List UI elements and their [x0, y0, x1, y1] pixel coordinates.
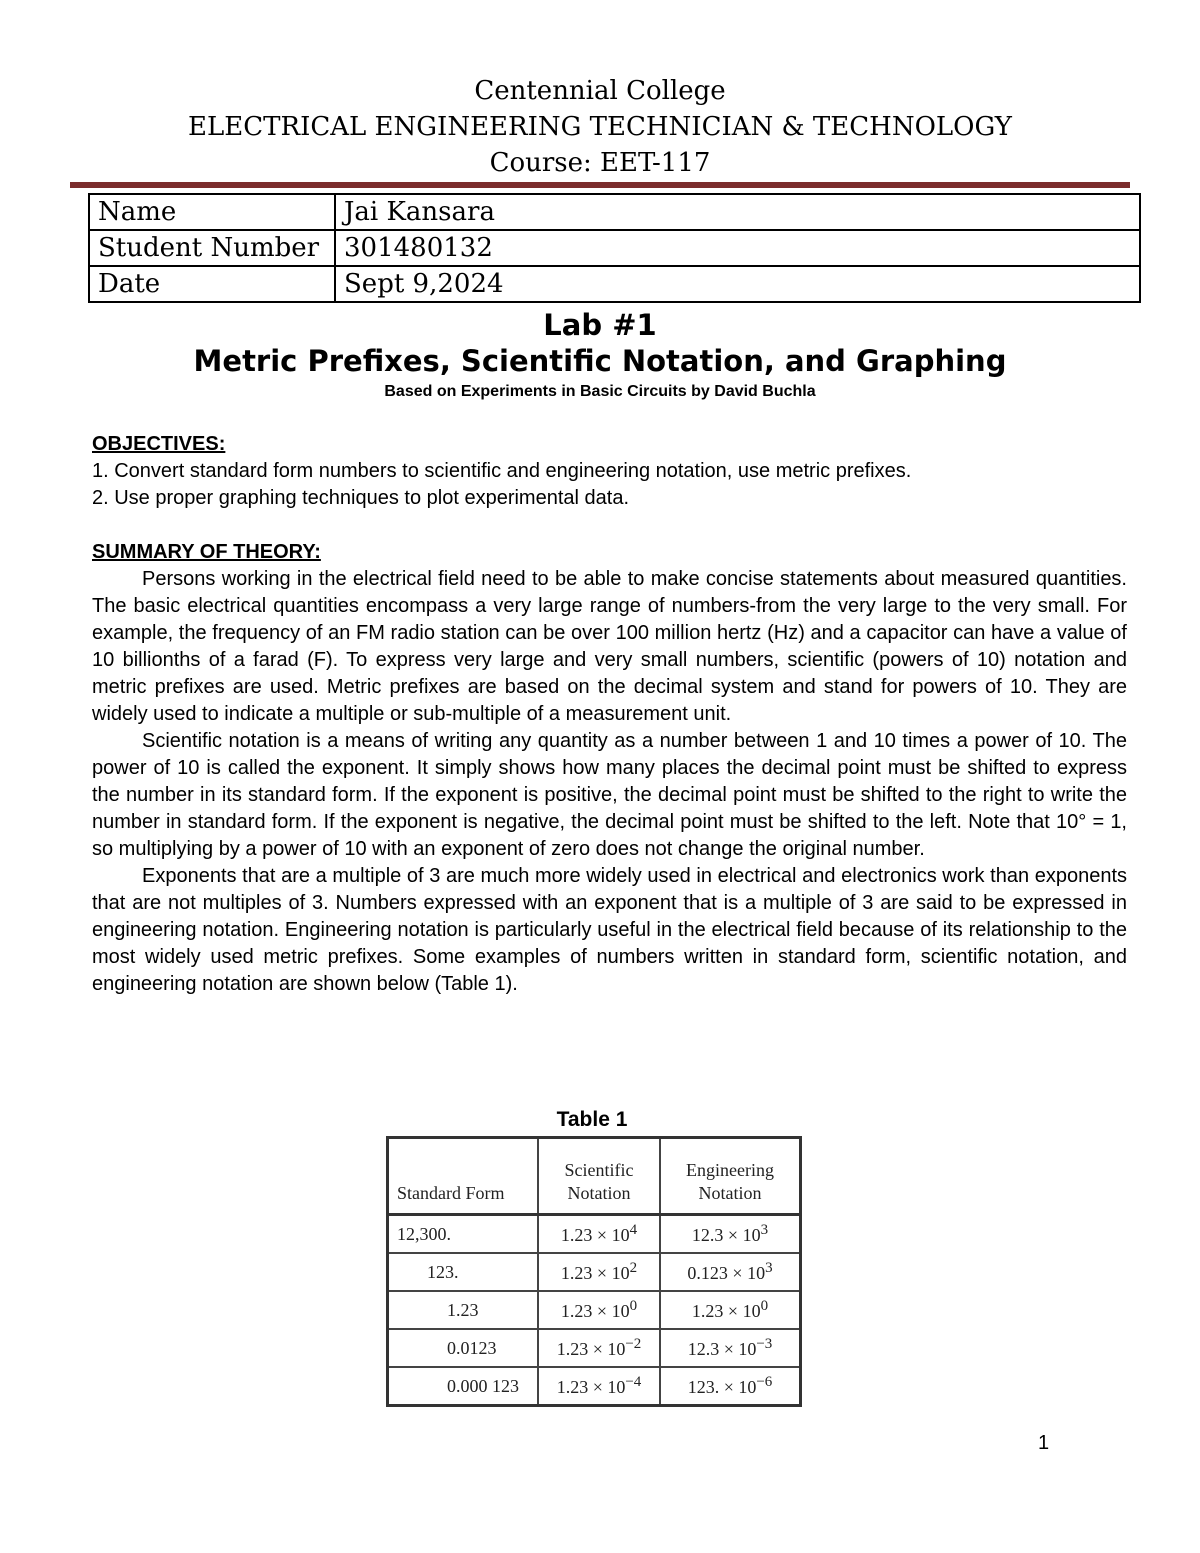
engineering-cell: 123. × $10^{-6}$ [660, 1367, 801, 1406]
lab-subtitle: Based on Experiments in Basic Circuits by David Buchla [384, 383, 816, 400]
engineering-cell: $0.123 \times 10^3$ [660, 1253, 801, 1291]
table-row [388, 1291, 801, 1329]
header-rule [70, 182, 1130, 188]
standard-form-cell: 0.0123 [388, 1329, 539, 1367]
date-label: Date [89, 266, 335, 302]
table-row [388, 1253, 801, 1291]
table-row [388, 1329, 801, 1367]
objective-item: 1. Convert standard form numbers to scientific and engineering notation, use metric prefixes. [92, 460, 912, 482]
theory-paragraph: Persons working in the electrical field need to be able to make concise statements about measured quantities. The basic electrical quantities encompass a very large range of numbers-from the very large to the very small. For example, the frequency of an FM radio station can be over 100 million hertz (Hz) and a capacitor can have a value of 10 billionths of a farad (F). To express very large and very small numbers, scientific (powers of 10) notation and metric prefixes are used. Metric prefixes are based on the decimal system and stand for powers of 10. They are widely used to indicate a multiple or sub-multiple of a measurement unit. [92, 568, 1127, 725]
program-name: ELECTRICAL ENGINEERING TECHNICIAN & TECHNOLOGY [188, 112, 1012, 142]
lab-title: Metric Prefixes, Scientific Notation, and Graphing [193, 344, 1007, 378]
table-header-row [388, 1138, 801, 1215]
column-header-engineering: Engineering Notation [660, 1138, 801, 1215]
engineering-cell: $12.3 \times 10^3$ [660, 1215, 801, 1254]
scientific-cell: $1.23 \times 10^{-2}$ [538, 1329, 660, 1367]
objectives-heading: OBJECTIVES: [92, 433, 226, 455]
scientific-cell: $1.23 \times 10^{-4}$ [538, 1367, 660, 1406]
notation-table [386, 1136, 802, 1407]
scientific-cell: $1.23 \times 10^4$ [538, 1215, 660, 1254]
standard-form-cell: 123. [388, 1253, 539, 1291]
theory-paragraph: Scientific notation is a means of writing any quantity as a number between 1 and 10 times a power of 10. The power of 10 is called the exponent. It simply shows how many places the decimal point must be shifted to express the number in its standard form. If the exponent is positive, the decimal point must be shifted to the right to write the number in standard form. If the exponent is negative, the decimal point must be shifted to the left. Note that 10° = 1, so multiplying by a power of 10 with an exponent of zero does not change the original number. [92, 730, 1127, 860]
name-value: Jai Kansara [335, 194, 1140, 230]
standard-form-cell: 0.000 123 [388, 1367, 539, 1406]
theory-section [92, 539, 1127, 998]
name-label: Name [89, 194, 335, 230]
objective-item: 2. Use proper graphing techniques to plot experimental data. [92, 487, 630, 509]
column-header-standard: Standard Form [388, 1138, 539, 1215]
page-number: 1 [1038, 1432, 1050, 1454]
table-row [388, 1215, 801, 1254]
table-caption: Table 1 [556, 1108, 628, 1131]
student-info-table [88, 193, 1141, 303]
column-header-scientific: Scientific Notation [538, 1138, 660, 1215]
student-number-label: Student Number [89, 230, 335, 266]
theory-paragraph: Exponents that are a multiple of 3 are much more widely used in electrical and electronics work than exponents that are not multiples of 3. Numbers expressed with an exponent that is a multiple of 3 are said to be expressed in engineering notation. Engineering notation is particularly useful in the electrical field because of its relationship to the most widely used metric prefixes. Some examples of numbers written in standard form, scientific notation, and engineering notation are shown below (Table 1). [92, 865, 1127, 995]
date-value: Sept 9,2024 [335, 266, 1140, 302]
engineering-cell: $12.3 \times 10^{-3}$ [660, 1329, 801, 1367]
standard-form-cell: 12,300. [388, 1215, 539, 1254]
table-row [89, 194, 1140, 230]
table-row [89, 266, 1140, 302]
table-row [89, 230, 1140, 266]
course-code: Course: EET-117 [489, 148, 711, 178]
scientific-cell: $1.23 \times 10^0$ [538, 1291, 660, 1329]
standard-form-cell: 1.23 [388, 1291, 539, 1329]
table-row [388, 1367, 801, 1406]
student-number-value: 301480132 [335, 230, 1140, 266]
college-name: Centennial College [474, 76, 726, 106]
lab-number: Lab #1 [543, 308, 657, 342]
theory-heading: SUMMARY OF THEORY: [92, 541, 321, 563]
objectives-section [92, 431, 1127, 512]
engineering-cell: $1.23 \times 10^0$ [660, 1291, 801, 1329]
scientific-cell: $1.23 \times 10^2$ [538, 1253, 660, 1291]
